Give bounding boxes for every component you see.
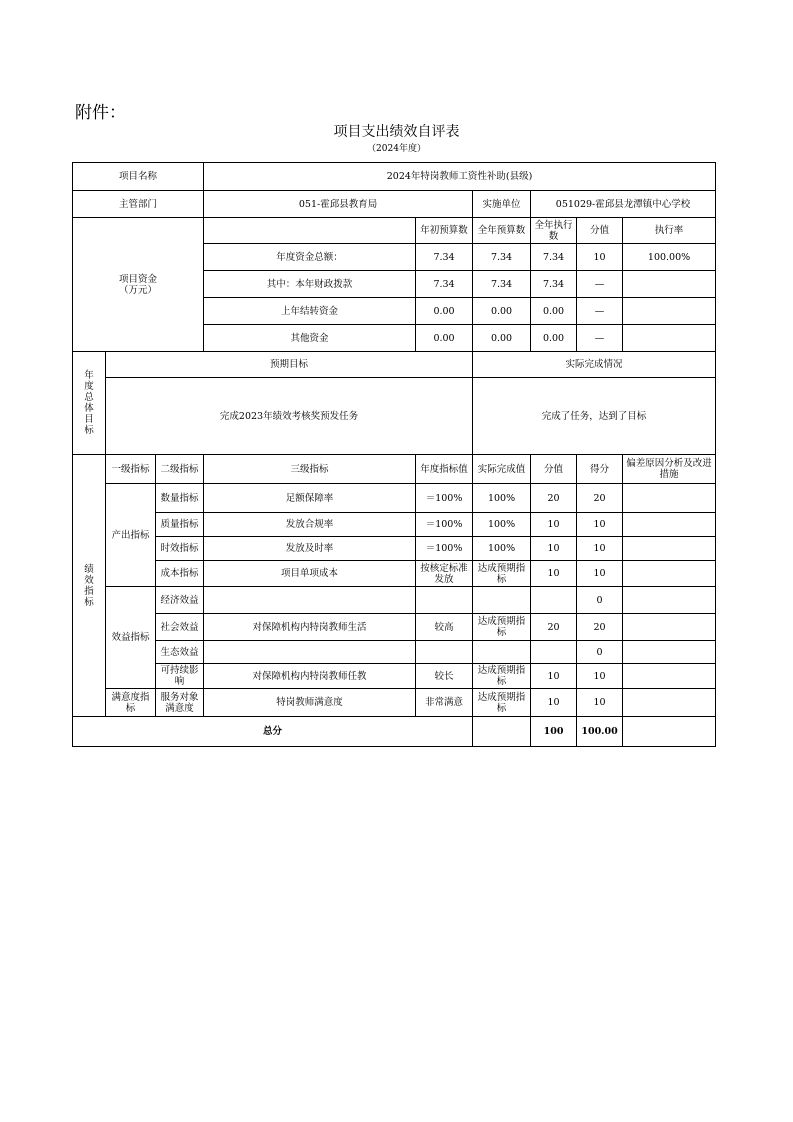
funds-cell: 0.00 [531,325,577,352]
indicators-label: 绩 效 指 标 [73,455,106,717]
funds-cell [623,298,716,325]
project-name-value: 2024年特岗教师工资性补助(县级) [204,163,716,191]
indicator-header: 三级指标 [204,455,416,484]
indicator-header: 一级指标 [106,455,156,484]
funds-cell: 7.34 [531,244,577,271]
indicator-l2: 社会效益 [156,614,204,641]
funds-label-line1: 项目资金 [119,273,158,285]
indicator-actual: 达成预期指标 [473,689,531,717]
indicator-l3: 对保障机构内特岗教师生活 [204,614,416,641]
project-name-label: 项目名称 [73,163,204,191]
funds-cell: 7.34 [473,244,531,271]
indicator-row [73,664,716,689]
indicator-l2: 质量指标 [156,513,204,537]
indicator-target: ＝100% [416,513,473,537]
actual-goal-header: 实际完成情况 [473,352,716,378]
indicator-got: 0 [577,587,623,614]
indicator-target: 较长 [416,664,473,689]
funds-row-label: 其他资金 [204,325,416,352]
indicator-got: 10 [577,561,623,587]
indicator-row [73,537,716,561]
indicator-l3: 发放及时率 [204,537,416,561]
indicator-l3 [204,587,416,614]
indicator-header: 二级指标 [156,455,204,484]
funds-cell: 0.00 [531,298,577,325]
indicator-header: 偏差原因分析及改进措施 [623,455,716,484]
indicator-l2: 可持续影响 [156,664,204,689]
funds-header: 全年执行数 [531,218,577,244]
indicator-note [623,641,716,664]
performance-table [72,162,716,747]
indicator-score: 20 [531,484,577,513]
total-got: 100.00 [577,717,623,747]
indicator-header: 得分 [577,455,623,484]
page-subtitle: （2024年度） [367,144,426,154]
indicator-note [623,561,716,587]
indicator-l2: 时效指标 [156,537,204,561]
indicator-note [623,614,716,641]
funds-cell: 7.34 [416,244,473,271]
indicator-l2: 经济效益 [156,587,204,614]
indicator-actual: 100% [473,513,531,537]
indicator-row [73,587,716,614]
funds-cell: — [577,298,623,325]
indicator-l2: 数量指标 [156,484,204,513]
indicator-l3: 足额保障率 [204,484,416,513]
indicator-note [623,537,716,561]
funds-header: 执行率 [623,218,716,244]
indicator-score: 10 [531,561,577,587]
indicator-row [73,689,716,717]
dept-value: 051-霍邱县教育局 [204,191,473,218]
indicator-row [73,614,716,641]
funds-cell: 7.34 [531,271,577,298]
indicator-got: 10 [577,689,623,717]
funds-header-blank [204,218,416,244]
funds-cell: 100.00% [623,244,716,271]
indicator-l2: 成本指标 [156,561,204,587]
expected-goal-header: 预期目标 [106,352,473,378]
funds-row-label: 上年结转资金 [204,298,416,325]
indicator-target: ＝100% [416,484,473,513]
indicator-note [623,587,716,614]
funds-label [73,218,204,352]
impl-label: 实施单位 [473,191,531,218]
funds-cell: 7.34 [473,271,531,298]
impl-value: 051029-霍邱县龙潭镇中心学校 [531,191,716,218]
indicator-header: 分值 [531,455,577,484]
indicator-target: 按核定标准发放 [416,561,473,587]
total-score: 100 [531,717,577,747]
indicator-got: 10 [577,664,623,689]
attachment-label: 附件： [75,103,126,123]
level1-output: 产出指标 [106,484,156,587]
indicator-row [73,513,716,537]
indicator-header: 实际完成值 [473,455,531,484]
indicator-l3: 对保障机构内特岗教师任教 [204,664,416,689]
indicator-actual [473,641,531,664]
indicator-score: 20 [531,614,577,641]
indicator-row [73,641,716,664]
indicator-l3: 发放合规率 [204,513,416,537]
indicator-row [73,561,716,587]
indicator-note [623,513,716,537]
actual-goal: 完成了任务，达到了目标 [473,378,716,455]
indicator-got: 0 [577,641,623,664]
indicator-l2: 服务对象满意度 [156,689,204,717]
indicator-actual: 达成预期指标 [473,664,531,689]
indicator-score: 10 [531,513,577,537]
funds-row-label: 其中：本年财政拨款 [204,271,416,298]
level1-satisfaction: 满意度指标 [106,689,156,717]
goals-label: 年 度 总 体 目 标 [73,352,106,455]
funds-cell: — [577,325,623,352]
funds-cell [623,271,716,298]
total-blank [473,717,531,747]
funds-label-line2: （万元） [119,284,158,296]
indicators-header-row [73,455,716,484]
funds-cell: 0.00 [473,325,531,352]
indicator-score: 10 [531,689,577,717]
indicator-header: 年度指标值 [416,455,473,484]
funds-cell [623,325,716,352]
indicator-score [531,587,577,614]
department-row [73,191,716,218]
funds-header: 年初预算数 [416,218,473,244]
funds-cell: 7.34 [416,271,473,298]
indicator-score: 10 [531,537,577,561]
indicator-note [623,689,716,717]
indicator-row [73,484,716,513]
funds-cell: 10 [577,244,623,271]
project-name-row [73,163,716,191]
total-note [623,717,716,747]
indicator-got: 10 [577,513,623,537]
indicator-l3: 特岗教师满意度 [204,689,416,717]
expected-goal: 完成2023年绩效考核奖预发任务 [106,378,473,455]
indicator-target [416,587,473,614]
indicator-actual: 100% [473,484,531,513]
funds-cell: — [577,271,623,298]
funds-header: 分值 [577,218,623,244]
indicator-l2: 生态效益 [156,641,204,664]
total-label: 总分 [73,717,473,747]
indicator-l3: 项目单项成本 [204,561,416,587]
indicator-actual: 达成预期指标 [473,614,531,641]
page-title: 项目支出绩效自评表 [333,124,460,140]
indicator-got: 20 [577,614,623,641]
indicator-got: 20 [577,484,623,513]
indicator-got: 10 [577,537,623,561]
indicator-actual [473,587,531,614]
indicator-l3 [204,641,416,664]
goals-header-row [73,352,716,378]
funds-row-label: 年度资金总额： [204,244,416,271]
indicator-actual: 100% [473,537,531,561]
funds-header: 全年预算数 [473,218,531,244]
indicator-note [623,664,716,689]
indicator-score: 10 [531,664,577,689]
funds-cell: 0.00 [416,325,473,352]
funds-cell: 0.00 [416,298,473,325]
indicator-target: ＝100% [416,537,473,561]
indicator-target: 较高 [416,614,473,641]
indicator-actual: 达成预期指标 [473,561,531,587]
funds-cell: 0.00 [473,298,531,325]
indicator-target: 非常满意 [416,689,473,717]
goals-content-row [73,378,716,455]
dept-label: 主管部门 [73,191,204,218]
level1-benefit: 效益指标 [106,587,156,689]
indicator-target [416,641,473,664]
total-row [73,717,716,747]
indicator-score [531,641,577,664]
funds-header-row [73,218,716,244]
indicator-note [623,484,716,513]
